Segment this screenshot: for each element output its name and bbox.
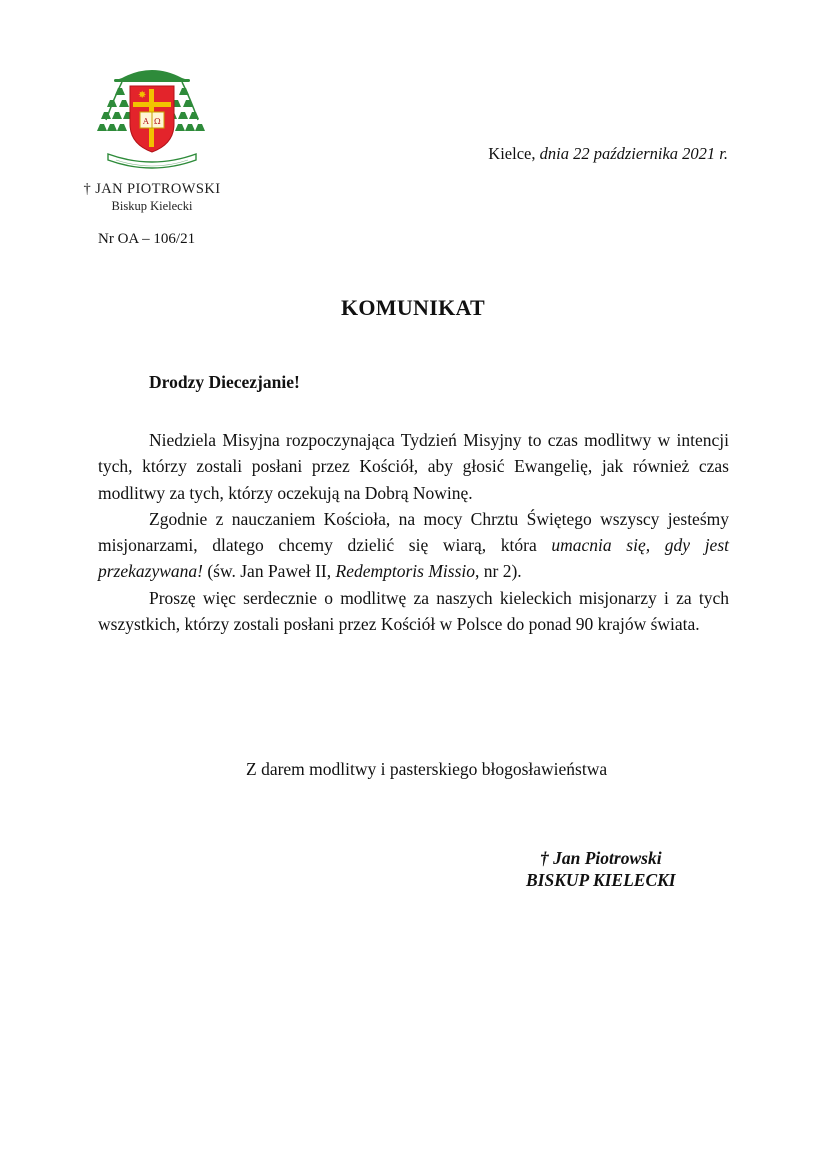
date-place: Kielce, <box>488 144 540 163</box>
closing-line: Z darem modlitwy i pasterskiego błogosławieństwa <box>246 759 608 779</box>
coat-of-arms-icon <box>92 62 212 174</box>
paragraph-3: Proszę więc serdecznie o modlitwę za naszych kieleckich misjonarzy i za tych wszystkich, którzy zostali posłani przez Kościół w Polsce do ponad 90 krajów świata. <box>98 587 729 635</box>
svg-text:✸: ✸ <box>138 90 147 101</box>
paragraph-2-quote: umacnia się, gdy jest przekazywana! <box>98 535 729 582</box>
paragraph-2-source-title: Redemptoris Missio <box>335 561 476 582</box>
date-line <box>488 143 728 165</box>
svg-text:Α: Α <box>143 117 149 126</box>
document-reference-number: Nr OA – 106/21 <box>98 231 196 247</box>
svg-text:Ω: Ω <box>154 117 161 126</box>
paragraph-2-text-c: (św. Jan Paweł II, <box>202 561 336 582</box>
paragraph-1: Niedziela Misyjna rozpoczynająca Tydzień Misyjny to czas modlitwy w intencji tych, którzy zostali posłani przez Kościół, aby głosić Ewangelię, jak również czas modlitwy za tych, którzy oczekują na Dobrą Nowinę. <box>98 430 729 503</box>
paragraph-2 <box>98 506 729 585</box>
paragraph-2-text-e: , nr 2). <box>475 561 522 582</box>
document-title: KOMUNIKAT <box>340 295 486 320</box>
signature-name: † Jan Piotrowski <box>540 848 662 868</box>
paragraph-2-text-a: Zgodnie z nauczaniem Kościoła, na mocy Chrztu Świętego wszyscy jesteśmy misjonarzami, dlatego chcemy dzielić się wiarą, która <box>98 508 729 556</box>
letter-body <box>98 427 729 637</box>
bishop-name: † JAN PIOTROWSKI <box>83 181 221 197</box>
greeting: Drodzy Diecezjanie! <box>149 372 300 392</box>
date-text: dnia 22 października 2021 r. <box>539 144 728 163</box>
bishop-title: Biskup Kielecki <box>111 199 193 213</box>
signature-title: BISKUP KIELECKI <box>526 870 676 890</box>
